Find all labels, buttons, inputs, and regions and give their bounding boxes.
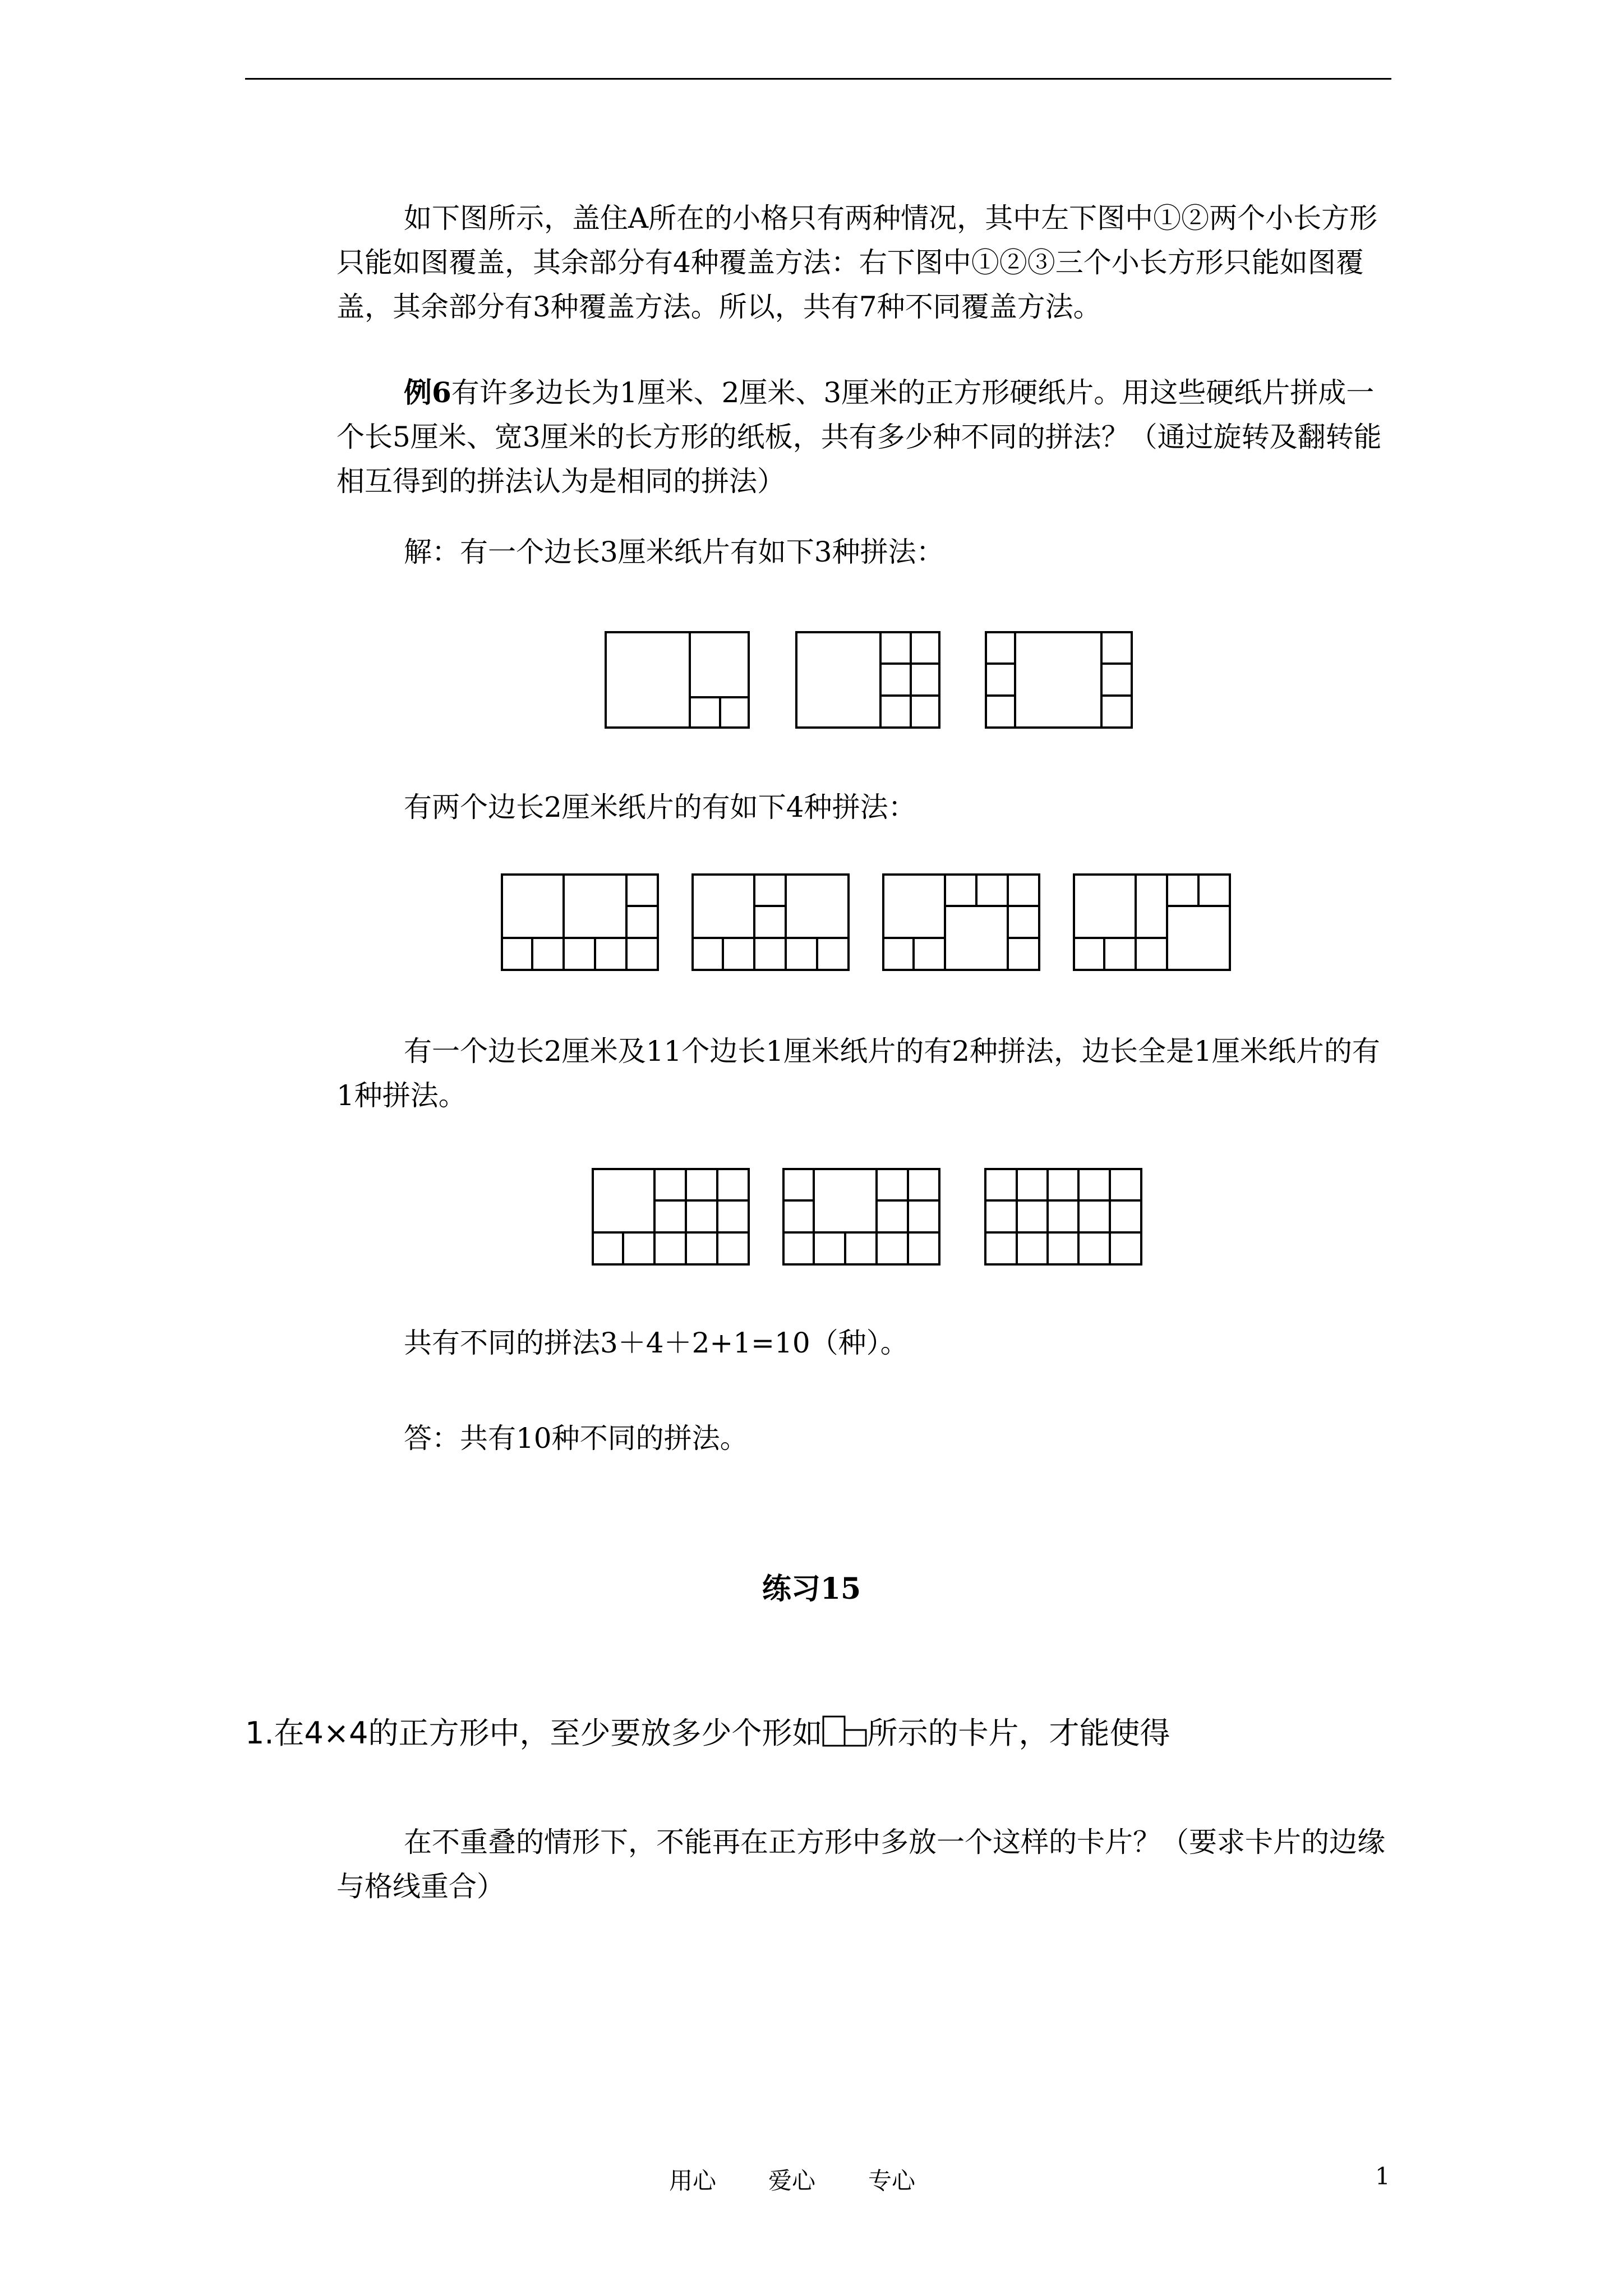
footer-motto-2: 爱心 [768,2167,816,2194]
tiling-2cm-a [502,875,658,970]
figure-row-one-2cm [592,1168,1147,1271]
tiling-3cm-b [796,632,939,728]
tiling-2cm-d [1074,875,1230,970]
section-title: 练习15 [762,1572,861,1606]
page-number: 1 [1375,2162,1390,2190]
question-1-continuation: 在不重叠的情形下，不能再在正方形中多放一个这样的卡片？（要求卡片的边缘与格线重合） [336,1826,1385,1903]
header-rule [245,78,1391,80]
example-6-text: 有许多边长为1厘米、2厘米、3厘米的正方形硬纸片。用这些硬纸片拼成一个长5厘米、宽3厘米的长方形的纸板，共有多少种不同的拼法？（通过旋转及翻转能相互得到的拼法认为是相同的拼法） [336,376,1382,498]
question-1-before: 1.在4×4的正方形中，至少要放多少个形如 [245,1715,823,1751]
example-label: 例6 [404,376,451,409]
tiling-diagrams-3cm [605,631,1137,732]
tiling-3cm-a [606,632,749,728]
answer: 答：共有10种不同的拼法。 [404,1422,748,1455]
tiling-1cm-a [593,1169,749,1264]
tiling-diagrams-one-2cm [592,1168,1147,1269]
figure-row-two-2cm [501,873,1235,977]
figure-row-3cm [605,631,1137,734]
tiling-2cm-c [883,875,1039,970]
one-2cm-intro: 有一个边长2厘米及11个边长1厘米纸片的有2种拼法，边长全是1厘米纸片的有1种拼法。 [336,1035,1380,1112]
tiling-1cm-c [985,1169,1141,1264]
tiling-3cm-c [986,632,1132,728]
footer-motto-1: 用心 [669,2167,717,2194]
tiling-diagrams-two-2cm [501,873,1235,974]
paragraph-covering-methods: 如下图所示，盖住A所在的小格只有两种情况，其中左下图中①②两个小长方形只能如图覆盖，其余部分有4种覆盖方法：右下图中①②③三个小长方形只能如图覆盖，其余部分有3种覆盖方法。所以，共有7种不同覆盖方法。 [336,202,1378,323]
tiling-1cm-b [783,1169,939,1264]
total-count: 共有不同的拼法3＋4＋2+1=10（种）。 [404,1327,909,1359]
domino-card-icon [822,1714,867,1759]
solution-intro: 解：有一个边长3厘米纸片有如下3种拼法： [404,536,944,568]
tiling-2cm-b [693,875,849,970]
footer-motto-3: 专心 [868,2167,916,2194]
question-1-after: 所示的卡片，才能使得 [867,1715,1170,1751]
two-2cm-intro: 有两个边长2厘米纸片的有如下4种拼法： [404,791,916,823]
example-6-problem [336,370,1391,504]
question-1 [245,1711,1170,1759]
